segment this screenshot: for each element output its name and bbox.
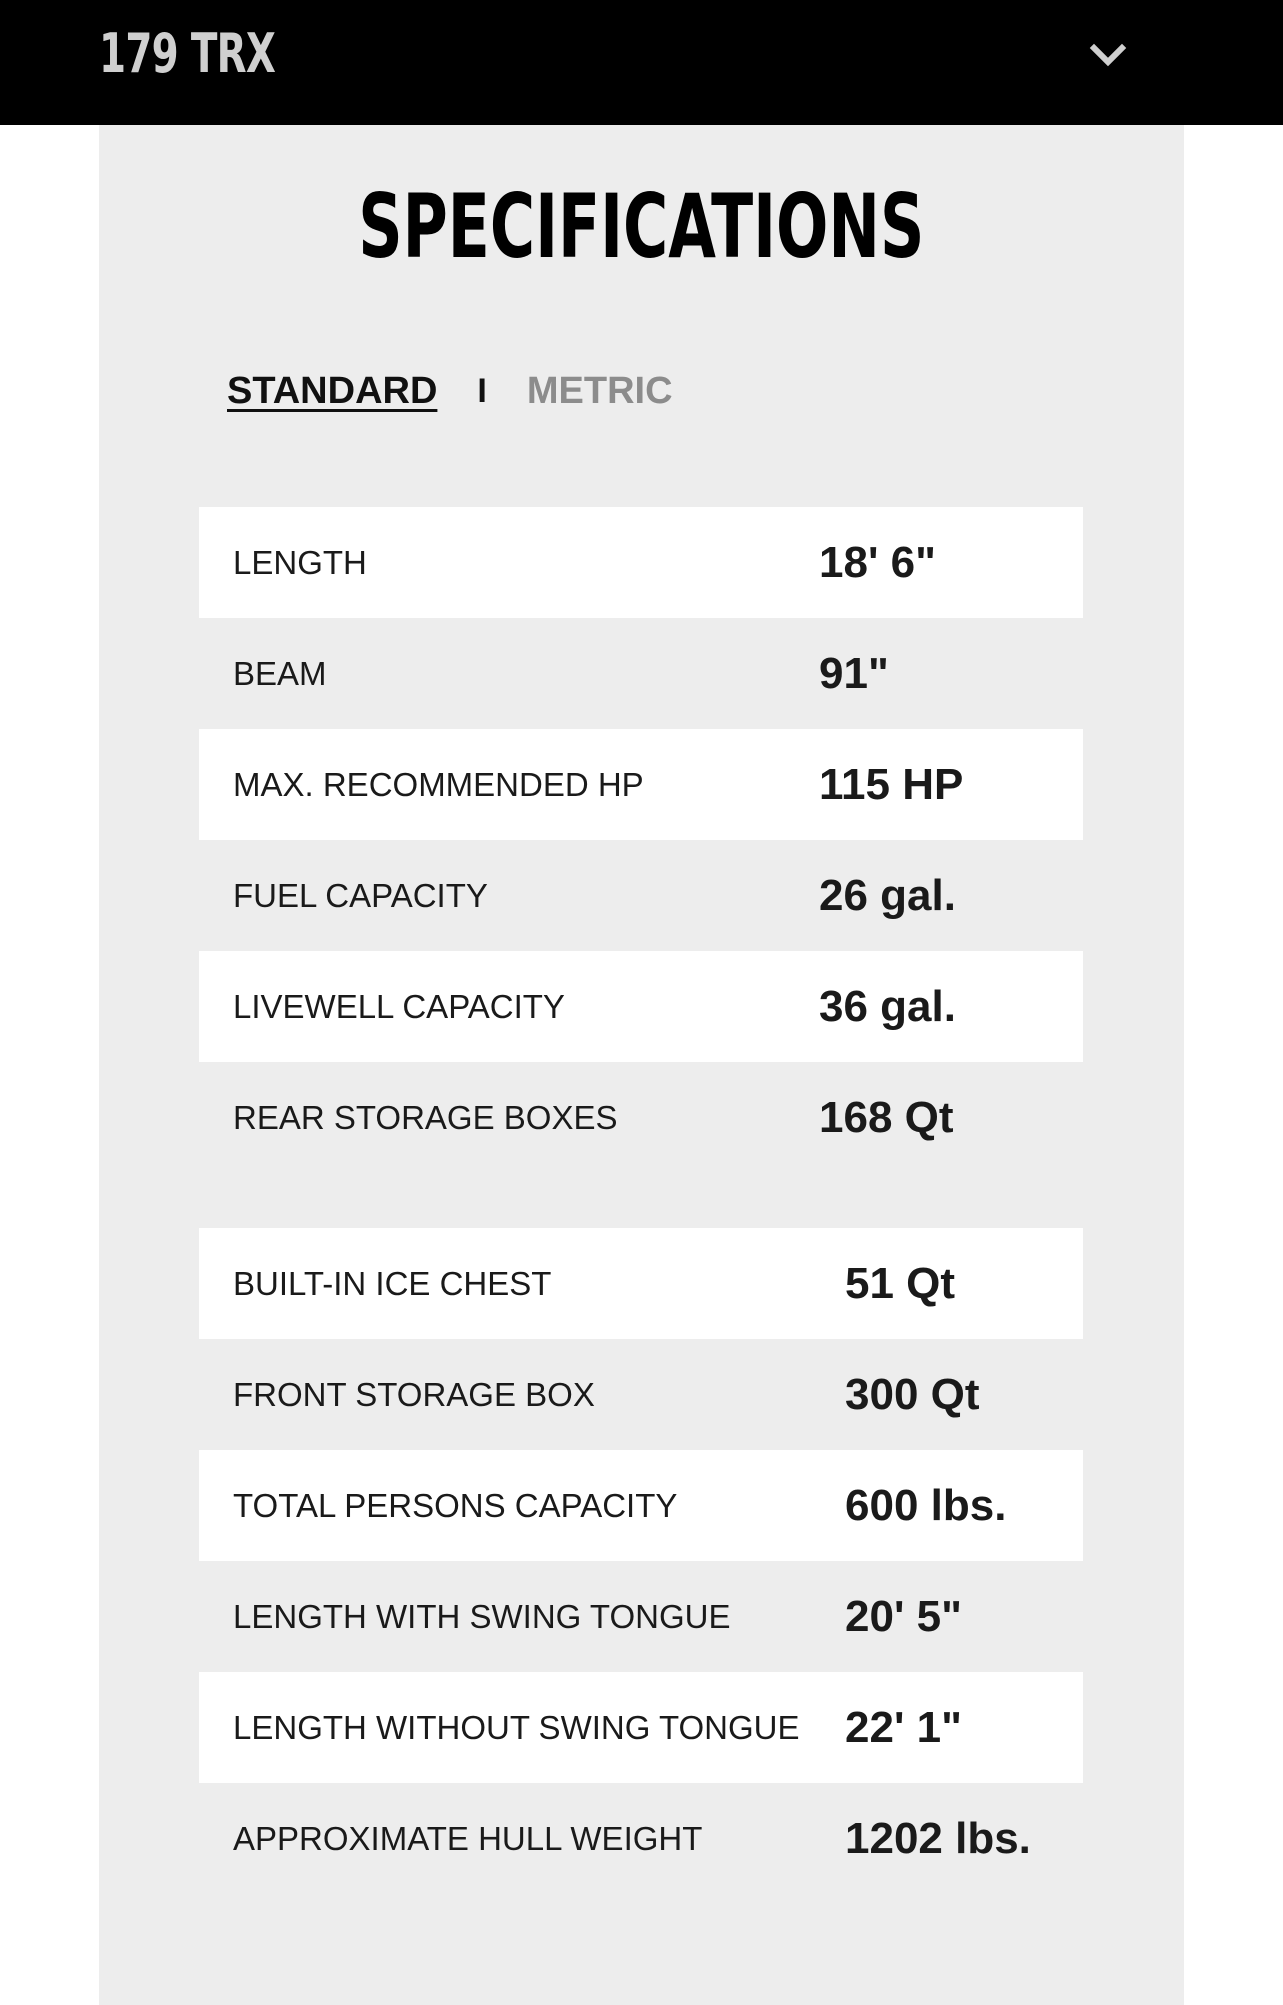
spec-row [199, 618, 1083, 729]
spec-value: 51 Qt [845, 1258, 956, 1308]
spec-label: LIVEWELL CAPACITY [233, 987, 565, 1025]
spec-value: 300 Qt [845, 1369, 980, 1419]
spec-row [199, 1450, 1083, 1561]
spec-value: 18' 6" [819, 537, 936, 587]
spec-row [199, 1783, 1083, 1894]
spec-label: BEAM [233, 654, 327, 692]
spec-row [199, 1672, 1083, 1783]
spec-value: 1202 lbs. [845, 1813, 1031, 1863]
tab-separator: I [477, 372, 487, 410]
spec-label: LENGTH WITH SWING TONGUE [233, 1597, 731, 1635]
spec-label: MAX. RECOMMENDED HP [233, 765, 644, 803]
model-name[interactable]: 179 TRX [99, 22, 276, 85]
spec-row [199, 1339, 1083, 1450]
spec-label: REAR STORAGE BOXES [233, 1098, 618, 1136]
top-bar [0, 0, 1283, 125]
spec-table-2 [199, 1228, 1083, 1894]
tab-metric[interactable]: METRIC [526, 370, 673, 412]
spec-row [199, 1561, 1083, 1672]
spec-row [199, 729, 1083, 840]
unit-tabs [227, 370, 673, 413]
page-title: SPECIFICATIONS [358, 175, 925, 278]
spec-value: 115 HP [819, 759, 964, 809]
spec-value: 91" [819, 648, 889, 698]
spec-value: 36 gal. [819, 981, 956, 1031]
spec-value: 22' 1" [845, 1702, 962, 1752]
spec-table-1 [199, 507, 1083, 1173]
spec-value: 20' 5" [845, 1591, 962, 1641]
spec-label: TOTAL PERSONS CAPACITY [233, 1486, 678, 1524]
spec-label: FRONT STORAGE BOX [233, 1375, 595, 1413]
spec-label: BUILT-IN ICE CHEST [233, 1264, 552, 1302]
chevron-down-icon[interactable] [1088, 36, 1128, 76]
spec-label: APPROXIMATE HULL WEIGHT [233, 1819, 703, 1857]
spec-row [199, 840, 1083, 951]
spec-label: LENGTH [233, 543, 367, 581]
specifications-panel [99, 125, 1184, 2005]
tab-standard[interactable]: STANDARD [227, 370, 438, 412]
spec-value: 168 Qt [819, 1092, 954, 1142]
spec-label: LENGTH WITHOUT SWING TONGUE [233, 1708, 800, 1746]
spec-row [199, 951, 1083, 1062]
spec-label: FUEL CAPACITY [233, 876, 488, 914]
spec-row [199, 1062, 1083, 1173]
spec-value: 600 lbs. [845, 1480, 1007, 1530]
spec-row [199, 1228, 1083, 1339]
spec-value: 26 gal. [819, 870, 956, 920]
spec-row [199, 507, 1083, 618]
